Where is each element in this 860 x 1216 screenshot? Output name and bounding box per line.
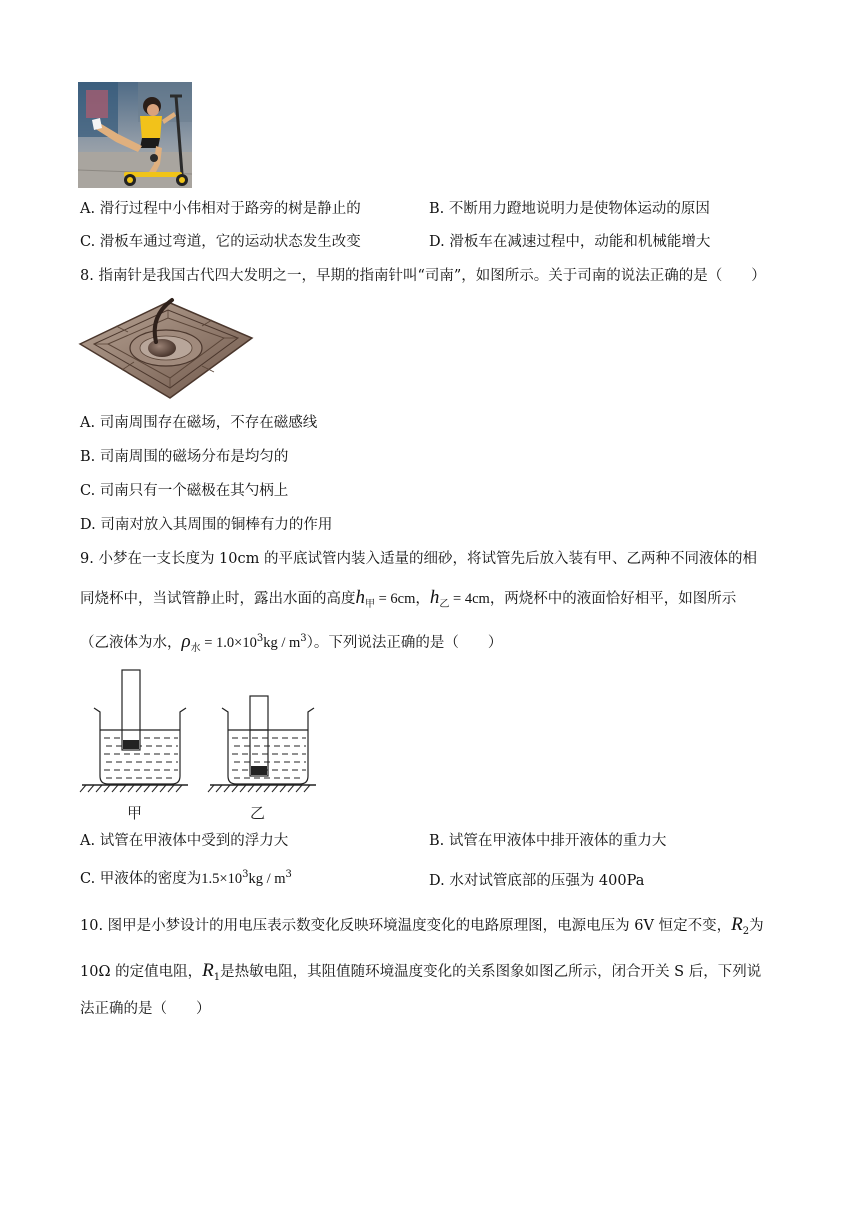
r1-variable: R [202,960,214,981]
beaker-figure [78,668,318,824]
h-yi-subscript: 乙 [439,598,450,610]
h-yi-variable: h [429,587,440,608]
sinan-compass-drawing [78,296,254,402]
scooter-photo-image [78,82,192,188]
q8-stem: 8. 指南针是我国古代四大发明之一，早期的指南针叫“司南”，如图所示。关于司南的说法正确的是（ ） [80,268,766,284]
rho-subscript: 水 [190,642,201,654]
beaker-label-yi: 乙 [250,804,266,822]
q10-line1 [80,915,764,936]
rho-exponent: 3 [256,633,264,645]
q9-option-c-unit-exponent: 3 [285,869,292,881]
q9-stem-line2 [80,588,736,609]
q8-option-a: A. 司南周围存在磁场，不存在磁感线 [80,415,318,431]
q7-option-a: A. 滑行过程中小伟相对于路旁的树是静止的 [80,201,361,217]
q8-option-c: C. 司南只有一个磁极在其勺柄上 [80,483,289,499]
q9-stem-line2-text-a: 同烧杯中，当试管静止时，露出水面的高度 [80,591,356,607]
q10-line3: 法正确的是（ ） [80,1001,211,1017]
q7-option-c: C. 滑板车通过弯道，它的运动状态发生改变 [80,234,361,250]
rho-value: = 1.0×10 [200,635,257,651]
q10-line1-text-b: 为 [749,918,764,934]
q9-option-c-exponent: 3 [242,869,249,881]
scooter-photo [78,82,192,188]
h-jia-variable: h [355,587,365,608]
q10-line2 [80,961,761,982]
q9-stem-line3-text-b: ）。下列说法正确的是（ ） [306,635,503,651]
q9-comma: ， [415,591,430,607]
q9-stem-line2-text-b: ，两烧杯中的液面恰好相平，如图所示 [489,591,737,607]
q10-line2-text-b: 是热敏电阻，其阻值随环境温度变化的关系图象如图乙所示，闭合开关 S 后，下列说 [220,964,762,980]
q9-option-c-prefix: C. 甲液体的密度为 [80,871,202,887]
q10-line1-text-a: 10. 图甲是小梦设计的用电压表示数变化反映环境温度变化的电路原理图，电源电压为 6V 恒定不变， [80,918,732,934]
q9-option-d: D. 水对试管底部的压强为 400Pa [429,873,645,889]
h-yi-value: = 4cm [449,591,490,607]
beaker-figure-drawing [78,668,318,824]
r2-subscript: 2 [742,925,750,937]
h-jia-value: = 6cm [375,591,416,607]
sinan-compass-image [78,296,254,402]
q9-option-b: B. 试管在甲液体中排开液体的重力大 [429,833,667,849]
q7-option-b: B. 不断用力蹬地说明力是使物体运动的原因 [429,201,710,217]
q9-stem-line3-text-a: （乙液体为水， [80,635,182,651]
q8-option-b: B. 司南周围的磁场分布是均匀的 [80,449,289,465]
rho-unit-exponent: 3 [300,633,307,645]
q9-option-c-value: 1.5×10 [201,871,243,887]
q9-option-c [80,869,292,889]
beaker-label-jia: 甲 [127,804,143,822]
q8-option-d: D. 司南对放入其周围的铜棒有力的作用 [80,517,333,533]
q9-option-a: A. 试管在甲液体中受到的浮力大 [80,833,289,849]
q9-stem-line1: 9. 小梦在一支长度为 10cm 的平底试管内装入适量的细砂，将试管先后放入装有甲、乙两种不同液体的相 [80,551,757,567]
q9-stem-line3 [80,632,502,653]
r1-subscript: 1 [213,971,221,983]
rho-variable: ρ [181,631,191,652]
rho-unit: kg / m [263,635,301,651]
h-jia-subscript: 甲 [365,598,375,610]
q9-option-c-unit: kg / m [248,871,286,887]
q10-line2-text-a: 10Ω 的定值电阻， [80,964,203,980]
q7-option-d: D. 滑板车在减速过程中，动能和机械能增大 [429,234,711,250]
r2-variable: R [731,914,743,935]
